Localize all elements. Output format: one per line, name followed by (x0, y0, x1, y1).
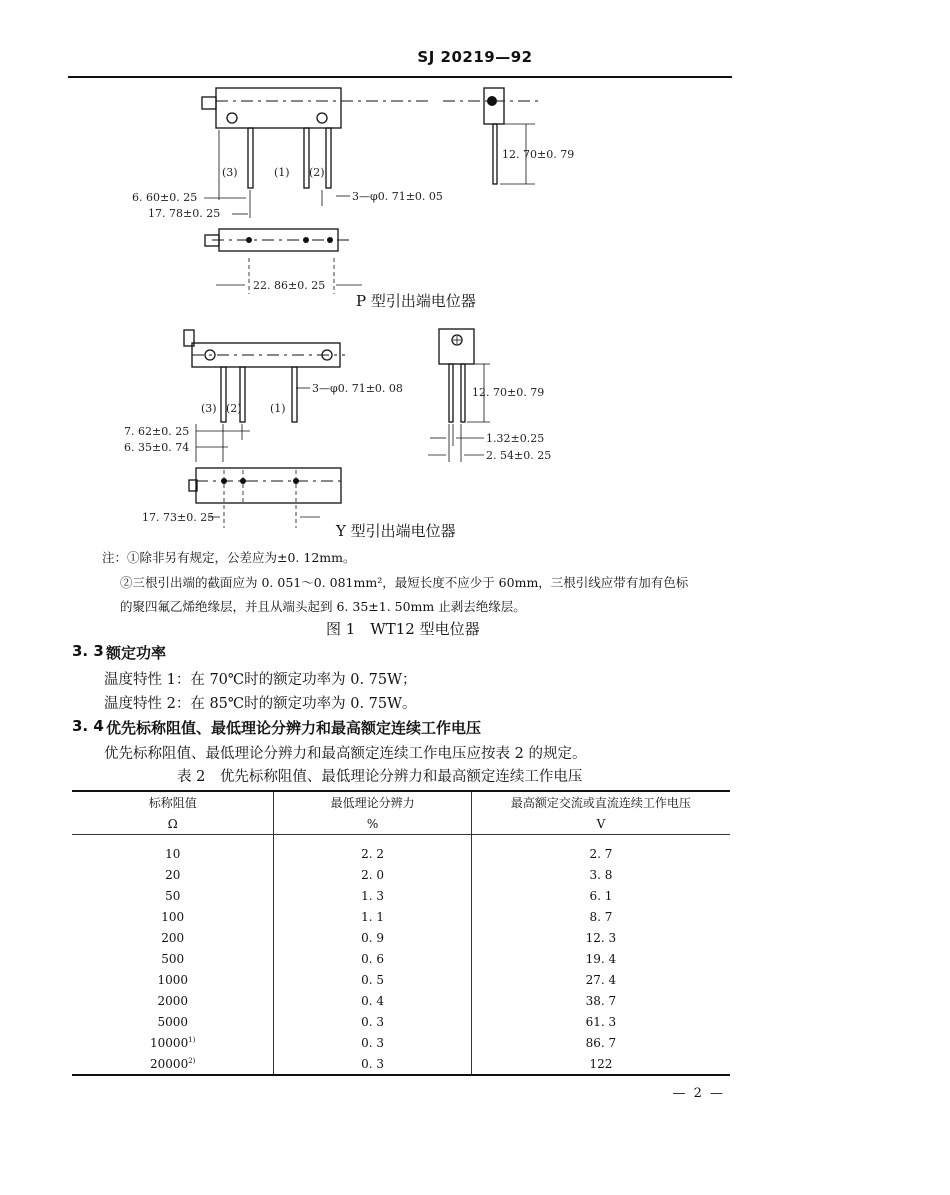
cell-voltage: 122 (471, 1053, 730, 1075)
y-dim-pin-spacing-b: 6. 35±0. 74 (124, 441, 190, 454)
y-side-lead-b (461, 364, 465, 422)
p-pin-label-2: (2) (309, 166, 325, 179)
cell-resolution: 0. 9 (274, 927, 471, 948)
cell-resistance: 20 (72, 864, 274, 885)
cell-resolution: 0. 6 (274, 948, 471, 969)
y-pin-label-3: (3) (201, 402, 217, 415)
cell-voltage: 61. 3 (585, 1014, 617, 1029)
cell-voltage: 38. 7 (585, 993, 617, 1008)
y-side-lead-a (449, 364, 453, 422)
cell-voltage: 2. 7 (589, 846, 613, 861)
table-row (72, 843, 730, 864)
table-row (72, 1011, 730, 1032)
cell-voltage: 19. 4 (585, 951, 617, 966)
unit-ohm: Ω (72, 813, 274, 835)
cell-resistance: 50 (72, 885, 274, 906)
table-row (72, 927, 730, 948)
y-dim-side-spacing: 2. 54±0. 25 (486, 449, 552, 462)
table-row (72, 990, 730, 1011)
cell-resolution: 1. 1 (274, 906, 471, 927)
cell-voltage: 27. 4 (585, 972, 617, 987)
page-number: — 2 — (672, 1086, 725, 1101)
y-dim-overall: 17. 73±0. 25 (142, 511, 215, 524)
table-row (72, 1053, 730, 1075)
p-dim-overall-pin: 17. 78±0. 25 (148, 207, 221, 220)
section-3-3-line-2: 温度特性 2：在 85℃时的额定功率为 0. 75W。 (104, 696, 417, 712)
section-3-4-title: 优先标称阻值、最低理论分辨力和最高额定连续工作电压 (106, 719, 482, 737)
p-pin-3 (248, 128, 253, 188)
p-pin-2 (326, 128, 331, 188)
p-side-body (484, 88, 504, 124)
y-dim-pin-diameter: 3—φ0. 71±0. 08 (312, 382, 403, 395)
section-3-4-number: 3. 4 (72, 717, 104, 735)
cell-voltage: 6. 1 (589, 888, 613, 903)
y-pin-label-2: (2) (226, 402, 242, 415)
p-adjust-screw (202, 97, 216, 109)
y-pin-1 (292, 367, 297, 422)
footnote-mark-2: 2) (188, 1056, 196, 1065)
header-resistance: 标称阻值 (72, 791, 274, 813)
section-3-4-line-1: 优先标称阻值、最低理论分辨力和最高额定连续工作电压应按表 2 的规定。 (104, 746, 587, 762)
section-3-3-title: 额定功率 (106, 644, 167, 662)
cell-resolution: 2. 2 (274, 843, 471, 864)
header-resolution: 最低理论分辨力 (274, 791, 471, 813)
cell-resistance: 200 (72, 927, 274, 948)
p-pin-label-1: (1) (274, 166, 290, 179)
y-dim-thickness: 1.32±0.25 (486, 432, 545, 445)
p-mount-hole-right (317, 113, 327, 123)
y-pin-label-1: (1) (270, 402, 286, 415)
section-3-3-line-1: 温度特性 1：在 70℃时的额定功率为 0. 75W； (104, 672, 417, 688)
table-row (72, 885, 730, 906)
p-dim-pin-diameter: 3—φ0. 71±0. 05 (352, 190, 443, 203)
cell-voltage: 12. 3 (585, 930, 617, 945)
cell-resistance: 10000$^{1)}$ (72, 1032, 274, 1053)
cell-resolution: 0. 3 (274, 1011, 471, 1032)
header-voltage: 最高额定交流或直流连续工作电压 (471, 791, 730, 813)
p-dim-pin-spacing: 6. 60±0. 25 (132, 191, 198, 204)
cell-resistance: 10 (72, 843, 274, 864)
table-row (72, 969, 730, 990)
p-side-lead (493, 124, 497, 184)
p-pin-1 (304, 128, 309, 188)
cell-resistance: 500 (72, 948, 274, 969)
cell-voltage: 8. 7 (589, 909, 613, 924)
document-code: SJ 20219—92 (417, 48, 533, 66)
table-row (72, 906, 730, 927)
table-row (72, 864, 730, 885)
cell-voltage: 3. 8 (589, 867, 613, 882)
cell-resistance: 100 (72, 906, 274, 927)
section-3-3-number: 3. 3 (72, 642, 104, 660)
cell-resistance: 1000 (72, 969, 274, 990)
footnote-mark-1: 1) (188, 1035, 196, 1044)
p-dim-lead-length: 12. 70±0. 79 (502, 148, 575, 161)
cell-resistance: 20000$^{2)}$ (72, 1053, 274, 1075)
p-type-caption: P 型引出端电位器 (356, 292, 476, 310)
p-mount-hole-left (227, 113, 237, 123)
p-pin-label-3: (3) (222, 166, 238, 179)
unit-volt: V (471, 813, 730, 835)
cell-resolution: 2. 0 (274, 864, 471, 885)
table-2 (72, 790, 730, 1076)
cell-resolution: 0. 4 (274, 990, 471, 1011)
cell-resolution: 0. 5 (274, 969, 471, 990)
table-2-caption: 表 2 优先标称阻值、最低理论分辨力和最高额定连续工作电压 (177, 769, 583, 785)
y-body-bottom (196, 468, 341, 503)
cell-resolution: 0. 3 (274, 1032, 471, 1053)
cell-resistance: 5000 (72, 1011, 274, 1032)
p-dim-body-span: 22. 86±0. 25 (253, 279, 326, 292)
unit-percent: % (274, 813, 471, 835)
cell-resolution: 1. 3 (274, 885, 471, 906)
figure-note-2: ②三根引出端的截面应为 0. 051～0. 081mm²，最短长度不应少于 60mm，三根引线应带有加有色标 (120, 575, 689, 590)
cell-resistance: 2000 (72, 990, 274, 1011)
table-row (72, 1032, 730, 1053)
figure-note-2-cont: 的聚四氟乙烯绝缘层，并且从端头起到 6. 35±1. 50mm 止剥去绝缘层。 (120, 599, 526, 614)
y-type-caption: Y 型引出端电位器 (336, 522, 456, 540)
y-side-body (439, 329, 474, 364)
y-dim-pin-spacing-a: 7. 62±0. 25 (124, 425, 190, 438)
cell-voltage: 86. 7 (585, 1035, 617, 1050)
table-row (72, 948, 730, 969)
cell-resolution: 0. 3 (274, 1053, 471, 1075)
figure-note-1: 注：①除非另有规定，公差应为±0. 12mm。 (102, 550, 356, 565)
figure-1-caption: 图 1 WT12 型电位器 (326, 620, 480, 638)
y-dim-lead-length: 12. 70±0. 79 (472, 386, 545, 399)
